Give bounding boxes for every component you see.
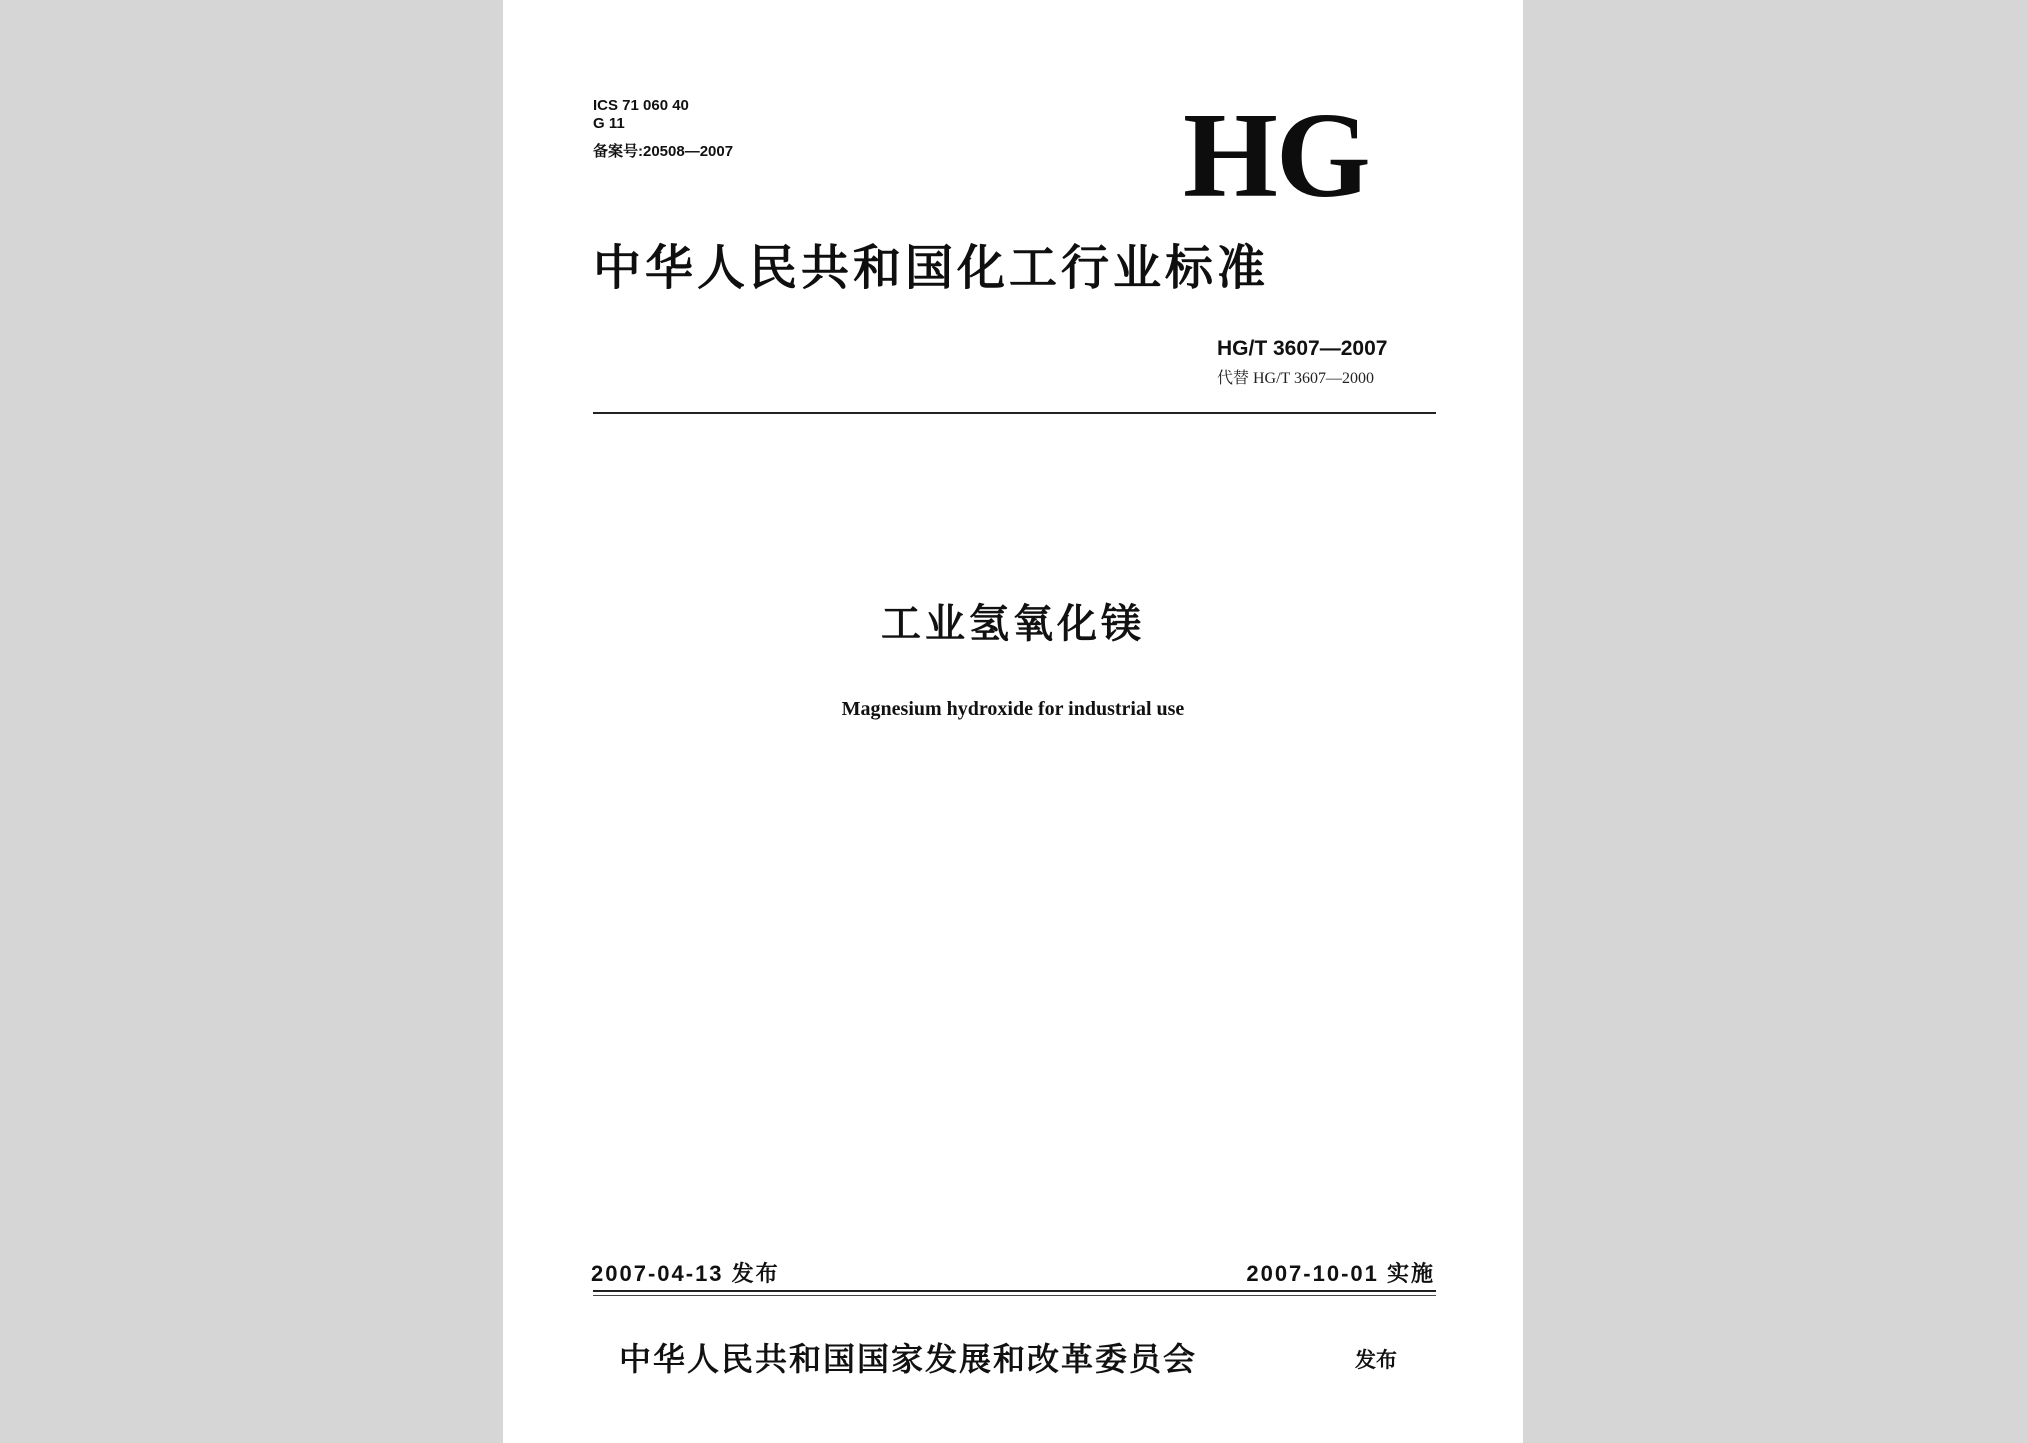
footer-divider-thick bbox=[593, 1290, 1436, 1292]
document-page bbox=[503, 0, 1523, 1443]
hg-logo: HG bbox=[1183, 88, 1369, 223]
header-divider bbox=[593, 412, 1436, 414]
filing-number: 备案号:20508—2007 bbox=[593, 143, 734, 160]
effective-date: 2007-10-01 实施 bbox=[1246, 1261, 1435, 1286]
standard-category: 中华人民共和国化工行业标准 bbox=[593, 240, 1270, 296]
title-chinese: 工业氢氧化镁 bbox=[881, 601, 1145, 647]
ics-code: ICS 71 060 40 bbox=[593, 97, 689, 114]
standard-number: HG/T 3607—2007 bbox=[1217, 337, 1388, 360]
issue-date: 2007-04-13 发布 bbox=[591, 1261, 780, 1286]
issuer-suffix: 发布 bbox=[1355, 1348, 1397, 1372]
ccs-code: G 11 bbox=[593, 115, 625, 132]
replaces-standard: 代替 HG/T 3607—2000 bbox=[1217, 370, 1375, 387]
footer-divider-thin bbox=[593, 1295, 1436, 1296]
title-english: Magnesium hydroxide for industrial use bbox=[841, 698, 1185, 720]
issuer-name: 中华人民共和国国家发展和改革委员会 bbox=[619, 1340, 1198, 1378]
